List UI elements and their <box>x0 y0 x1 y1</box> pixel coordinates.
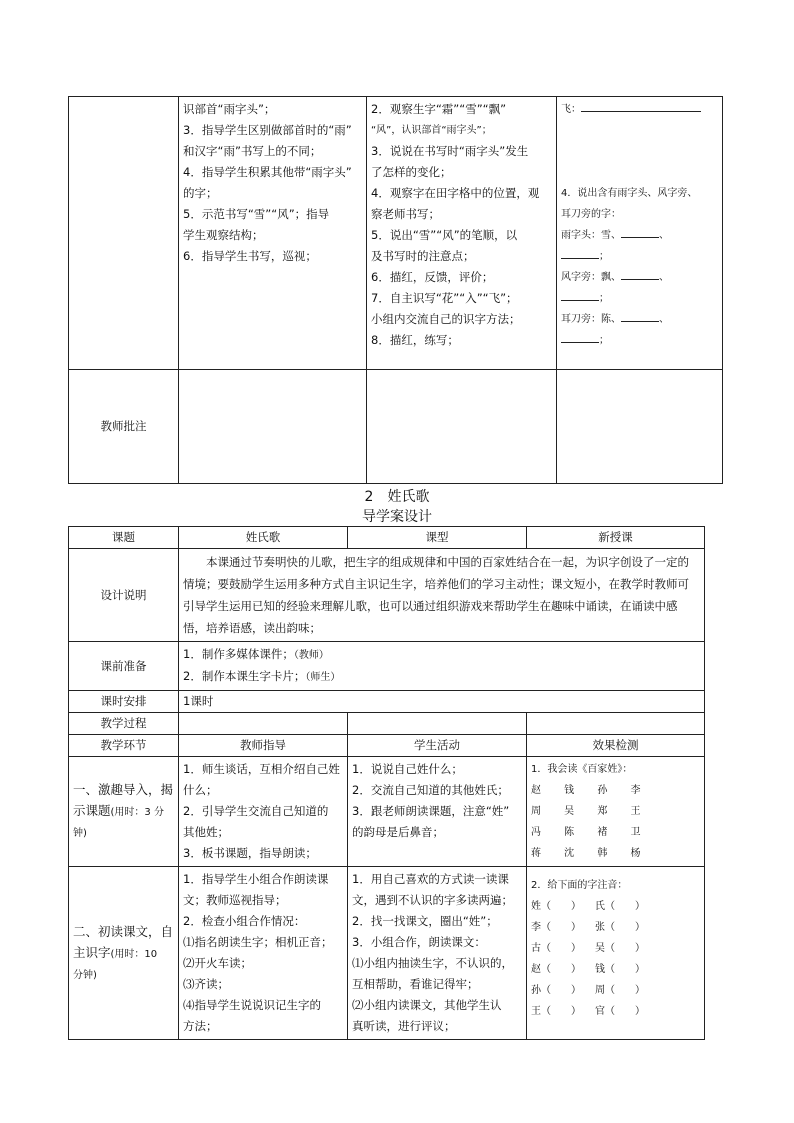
teacher-line: 3．指导学生区别做部首时的“雨” <box>183 123 352 137</box>
er-line: 耳刀旁：陈、 、 <box>561 314 669 325</box>
student-line: 小组内交流自己的识字方法； <box>371 312 521 326</box>
student-line: 察老师书写； <box>371 207 440 221</box>
teacher-line: 的字； <box>183 186 218 200</box>
empty-cell <box>527 713 705 735</box>
yu-line: 雨字头：雪、 、 <box>561 230 669 241</box>
empty-cell <box>179 713 348 735</box>
student-line: 5．说出“雪”“风”的笔顺，以 <box>371 228 518 242</box>
teacher-line: 和汉字“雨”书写上的不同； <box>183 144 322 158</box>
pinyin-row: 姓（ ） 氏（ ） <box>531 901 645 912</box>
pinyin-row: 赵（ ） 钱（ ） <box>531 964 645 975</box>
col-step: 教学环节 <box>69 735 179 757</box>
answer-blank <box>621 321 659 322</box>
process-label: 教学过程 <box>69 713 179 735</box>
answer-blank <box>621 237 659 238</box>
design-label: 设计说明 <box>69 549 179 642</box>
step1-teacher: 1．师生谈话，互相介绍自己姓 什么； 2．引导学生交流自己知道的 其他姓； 3．板书课题，指导朗读； <box>179 757 348 867</box>
fei-blank-line: 飞： <box>561 99 718 120</box>
design-text: 本课通过节奏明快的儿歌，把生字的组成规律和中国的百家姓结合在一起，为识字创设了一定的情境；要鼓励学生运用多种方式自主识记生字，培养他们的学习主动性；课文短小，在教学时教师可引导学生运用已知的经验来理解儿歌，也可以通过组织游戏来帮助学生在趣味中诵读，在诵读中感悟，培养语感，读出韵味； <box>179 549 705 642</box>
names-row: 冯 陈 褚 卫 <box>531 827 651 838</box>
names-row: 周 吴 郑 王 <box>531 806 651 817</box>
header-topic-value: 姓氏歌 <box>179 527 348 549</box>
student-line: 3．说说在书写时“雨字头”发生 <box>371 144 529 158</box>
er-line-2: ； <box>561 330 718 351</box>
names-row: 蒋 沈 韩 杨 <box>531 848 651 859</box>
step2-check: 2．给下面的字注音： 姓（ ） 氏（ ） 李（ ） 张（ ） 古（ ） 吴（ ） 赵（ ） 钱（ ） 孙（ ） 周（ ） 王（ ） 官（ ） <box>527 867 705 1040</box>
empty-cell <box>348 713 527 735</box>
student-line: 2．观察生字“霜”“雪”“飘” <box>371 102 507 116</box>
teacher-line: 识部首“雨字头”； <box>183 102 276 116</box>
student-line: “风”，认识部首“雨字头”； <box>371 125 492 136</box>
spacer <box>561 120 718 183</box>
comment-cell[interactable] <box>557 370 723 484</box>
feng-line-2: ； <box>561 288 718 309</box>
feng-line: 风字旁：飘、 、 <box>561 272 669 283</box>
header-type-value: 新授课 <box>527 527 705 549</box>
pinyin-row: 王（ ） 官（ ） <box>531 1006 645 1017</box>
pinyin-row: 李（ ） 张（ ） <box>531 922 645 933</box>
answer-blank <box>561 342 599 343</box>
time-label: 课时安排 <box>69 691 179 713</box>
student-line: 8．描红，练写； <box>371 333 459 347</box>
header-type: 课型 <box>348 527 527 549</box>
teacher-line: 6．指导学生书写，巡视； <box>183 249 317 263</box>
student-line: 及书写时的注意点； <box>371 249 475 263</box>
student-line: 6．描红，反馈，评价； <box>371 270 494 284</box>
prep-label: 课前准备 <box>69 642 179 691</box>
step2-student: 1．用自己喜欢的方式读一读课 文，遇到不认识的字多读两遍； 2．找一找课文，圈出“姓”； 3．小组合作，朗读课文： ⑴小组内抽读生字，不认识的， 互相帮助，看谁记得牢； ⑵小组内读课文，其他学生认 真听读，进行评议； <box>348 867 527 1040</box>
answer-blank <box>621 279 659 280</box>
student-line: 7．自主识写“花”“入”“飞”； <box>371 291 518 305</box>
header-topic: 课题 <box>69 527 179 549</box>
prep-line-2: 2．制作本课生字卡片；（师生） <box>183 669 341 683</box>
step1-check: 1．我会读《百家姓》： 赵 钱 孙 李 周 吴 郑 王 冯 陈 褚 卫 蒋 沈 韩 杨 <box>527 757 705 867</box>
col-check: 效果检测 <box>527 735 705 757</box>
teacher-line: 4．指导学生积累其他带“雨字头” <box>183 165 352 179</box>
step1-label: 一、激趣导入，揭 示课题(用时：3 分 钟) <box>69 757 179 867</box>
pinyin-row: 古（ ） 吴（ ） <box>531 943 645 954</box>
student-line: 4．观察字在田字格中的位置，观 <box>371 186 540 200</box>
student-line: 了怎样的变化； <box>371 165 452 179</box>
comment-cell[interactable] <box>367 370 557 484</box>
col-teacher: 教师指导 <box>179 735 348 757</box>
teacher-guidance-cell <box>179 97 367 370</box>
student-activity-cell <box>367 97 557 370</box>
design-title: 导学案设计 <box>362 509 432 525</box>
check-item-4b: 耳刀旁的字： <box>561 209 621 220</box>
teacher-line: 学生观察结构； <box>183 228 264 242</box>
step2-label: 二、初读课文，自 主识字(用时：10 分钟) <box>69 867 179 1040</box>
lesson-title: 2 姓氏歌 <box>364 489 430 505</box>
names-row: 赵 钱 孙 李 <box>531 785 651 796</box>
step-label-cell-empty <box>69 97 179 370</box>
answer-blank <box>561 258 599 259</box>
pinyin-row: 孙（ ） 周（ ） <box>531 985 645 996</box>
step2-teacher: 1．指导学生小组合作朗读课 文；教师巡视指导； 2．检查小组合作情况： ⑴指名朗读生字；相机正音； ⑵开火车读； ⑶齐读； ⑷指导学生说说识记生字的 方法； <box>179 867 348 1040</box>
answer-blank <box>561 300 599 301</box>
continuation-table <box>68 96 723 484</box>
effect-check-cell <box>557 97 723 370</box>
check-item-4: 4．说出含有雨字头、风字旁、 <box>561 188 698 199</box>
yu-line-2: ； <box>561 246 718 267</box>
teacher-comment-label: 教师批注 <box>69 370 179 484</box>
prep-cell <box>179 642 705 691</box>
step1-student: 1．说说自己姓什么； 2．交流自己知道的其他姓氏； 3．跟老师朗读课题，注意“姓” 的韵母是后鼻音； <box>348 757 527 867</box>
teacher-line: 5．示范书写“雪”“风”；指导 <box>183 207 330 221</box>
col-student: 学生活动 <box>348 735 527 757</box>
lesson-design-table <box>68 526 705 1040</box>
time-value: 1课时 <box>179 691 705 713</box>
answer-blank <box>581 111 701 112</box>
comment-cell[interactable] <box>179 370 367 484</box>
prep-line-1: 1．制作多媒体课件；（教师） <box>183 647 329 661</box>
